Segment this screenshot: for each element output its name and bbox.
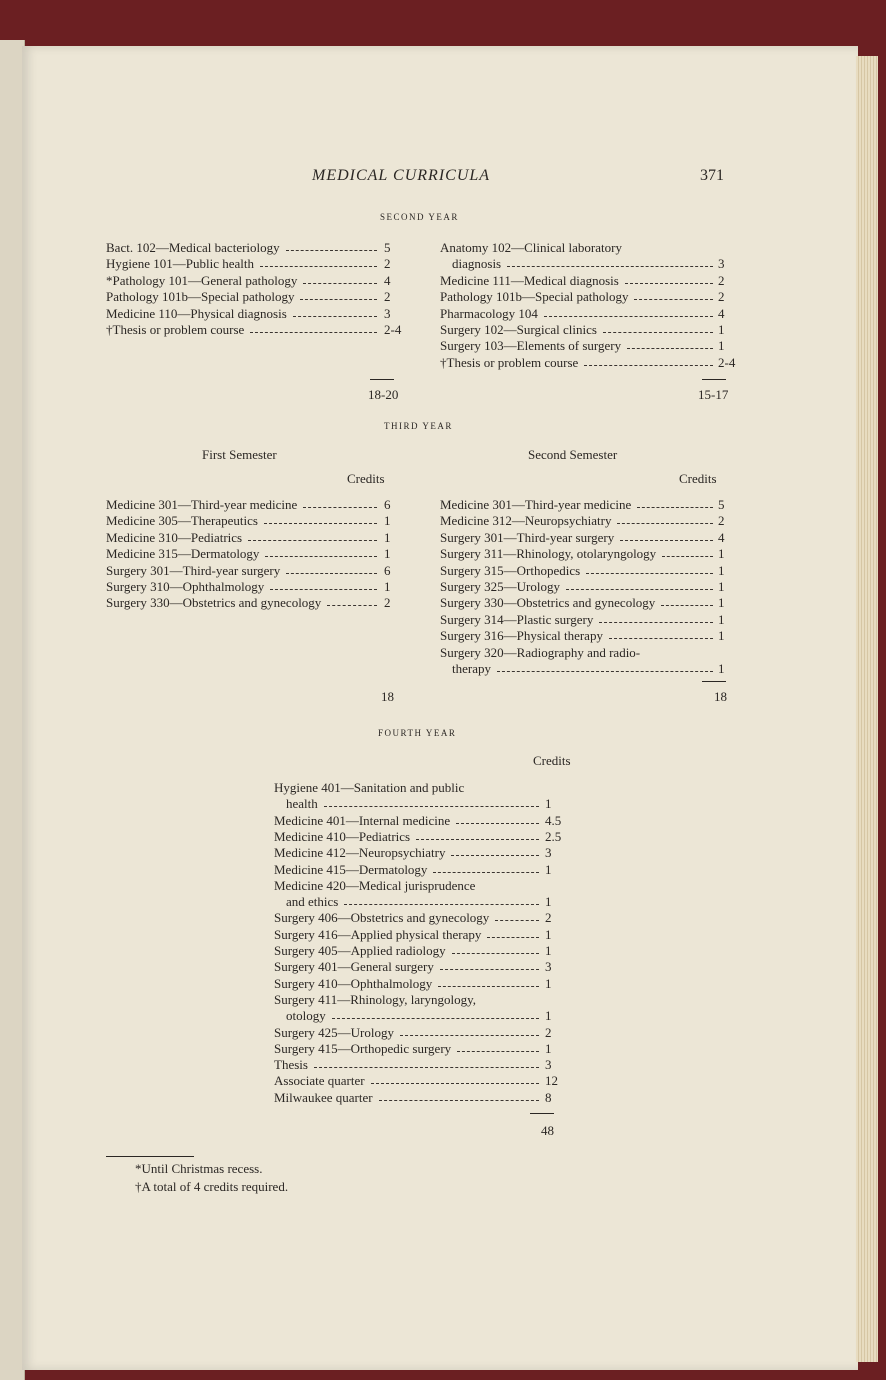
course-label: Thesis [274,1057,308,1073]
course-label: Medicine 415—Dermatology [274,861,428,877]
dot-leader [440,969,539,970]
dot-leader [324,806,539,807]
course-label: Medicine 315—Dermatology [106,546,260,562]
course-credits: 3 [718,256,725,272]
course-label: Pathology 101b—Special pathology [106,289,295,305]
dot-leader [609,638,713,639]
dot-leader [451,855,539,856]
dot-leader [438,986,539,987]
course-credits: 2-4 [384,322,402,337]
course-credits: 2 [384,595,391,611]
course-label: Medicine 312—Neuropsychiatry [440,513,612,529]
dot-leader [270,589,377,590]
course-credits: 2 [545,910,552,926]
course-credits: 4 [718,305,725,321]
course-label: Medicine 410—Pediatrics [274,828,411,844]
dot-leader [293,316,377,317]
third-year-heading: THIRD YEAR [384,421,453,431]
dot-leader [265,556,377,557]
course-credits: 1 [384,579,391,594]
dot-leader [344,904,539,905]
dot-leader [627,348,713,349]
dot-leader [250,332,377,333]
course-credits: 1 [718,322,725,337]
course-label: Surgery 415—Orthopedic surgery [274,1040,452,1056]
footnote-rule [106,1156,194,1157]
fourth-year-heading: FOURTH YEAR [378,728,457,738]
course-credits: 1 [545,861,552,877]
course-credits: 4 [718,529,725,545]
third-year-right-total: 18 [714,689,727,704]
dot-leader [507,266,713,267]
course-credits: 1 [718,338,725,354]
course-label: Medicine 301—Third-year medicine [440,497,632,512]
course-credits: 3 [545,845,552,861]
course-label: Surgery 416—Applied physical therapy [274,926,482,942]
dot-leader [332,1018,539,1019]
course-label: Surgery 330—Obstetrics and gynecology [106,595,322,611]
dot-leader [634,299,713,300]
course-label: Medicine 420—Medical jurisprudence [274,877,476,893]
course-label: †Thesis or problem course [440,354,579,370]
fourth-year-rule [530,1113,554,1114]
footnote-1: *Until Christmas recess. [135,1161,263,1176]
course-credits: 3 [545,1057,552,1073]
course-credits: 1 [545,796,552,812]
course-label: Surgery 405—Applied radiology [274,943,446,958]
course-credits: 8 [545,1089,552,1105]
course-label: *Pathology 101—General pathology [106,272,298,288]
dot-leader [433,872,539,873]
course-label: Medicine 110—Physical diagnosis [106,305,287,321]
second-year-left-total: 18-20 [368,387,399,402]
dot-leader [662,556,713,557]
course-label: Surgery 410—Ophthalmology [274,975,433,991]
course-credits: 1 [545,975,552,991]
course-credits: 2 [384,289,391,305]
course-label: Anatomy 102—Clinical laboratory [440,240,622,255]
dot-leader [456,823,539,824]
dot-leader [487,937,539,938]
course-credits: 2.5 [545,828,562,844]
course-credits: 3 [545,959,552,975]
course-label: Surgery 316—Physical therapy [440,628,603,644]
second-semester-heading: Second Semester [528,447,618,462]
course-label: Associate quarter [274,1073,365,1089]
third-year-left-credits-heading: Credits [347,471,385,486]
dot-leader [286,250,377,251]
course-label-continued: otology [286,1008,326,1024]
third-year-left-total: 18 [381,689,394,704]
dot-leader [452,953,539,954]
course-credits: 4.5 [545,812,562,828]
course-credits: 1 [718,595,725,611]
course-credits: 4 [384,272,391,288]
dot-leader [303,507,377,508]
course-credits: 1 [545,926,552,942]
fourth-year-credits-heading: Credits [533,753,571,768]
course-credits: 1 [545,943,552,958]
third-year-right-rule [702,681,726,682]
course-label: Medicine 310—Pediatrics [106,529,243,545]
course-label: Surgery 315—Orthopedics [440,562,581,578]
course-credits: 1 [718,661,725,676]
dot-leader [495,920,539,921]
course-label: Surgery 411—Rhinology, laryngology, [274,991,476,1007]
course-credits: 1 [718,546,725,562]
course-credits: 5 [384,240,391,255]
course-credits: 2 [384,256,391,272]
dot-leader [286,573,377,574]
course-credits: 6 [384,497,391,512]
course-label: Surgery 102—Surgical clinics [440,322,597,337]
course-label: Medicine 412—Neuropsychiatry [274,845,446,861]
course-credits: 2 [718,289,725,305]
course-label: Surgery 103—Elements of surgery [440,338,622,354]
dot-leader [457,1051,539,1052]
course-credits: 1 [545,894,552,910]
second-year-right-total: 15-17 [698,387,729,402]
course-credits: 2 [718,272,725,288]
course-label: Surgery 314—Plastic surgery [440,611,594,627]
course-label: Medicine 111—Medical diagnosis [440,272,619,288]
dot-leader [544,316,713,317]
dot-leader [303,283,377,284]
footnote-2: †A total of 4 credits required. [135,1179,289,1194]
dot-leader [264,523,377,524]
course-label: Surgery 301—Third-year surgery [106,562,281,578]
course-credits: 1 [718,611,725,627]
course-label: Surgery 330—Obstetrics and gynecology [440,595,656,611]
dot-leader [300,299,377,300]
course-label: Medicine 401—Internal medicine [274,812,451,828]
course-credits: 1 [718,579,725,594]
dot-leader [327,605,377,606]
course-label: Medicine 305—Therapeutics [106,513,258,529]
second-year-heading: SECOND YEAR [380,212,459,222]
dot-leader [416,839,539,840]
dot-leader [584,365,713,366]
course-credits: 1 [384,513,391,529]
dot-leader [314,1067,539,1068]
course-label: Surgery 401—General surgery [274,959,434,975]
dot-leader [371,1083,539,1084]
course-credits: 1 [718,562,725,578]
course-label: Pharmacology 104 [440,305,538,321]
page-number: 371 [700,167,724,184]
dot-leader [379,1100,539,1101]
dot-leader [637,507,713,508]
running-head: MEDICAL CURRICULA [312,167,491,184]
course-credits: 5 [718,497,725,512]
dot-leader [661,605,713,606]
course-label: Bact. 102—Medical bacteriology [106,240,280,255]
course-credits: 1 [545,1040,552,1056]
dot-leader [566,589,713,590]
second-year-right-rule [702,379,726,380]
course-credits: 1 [384,529,391,545]
second-year-left-rule [370,379,394,380]
course-label: Surgery 406—Obstetrics and gynecology [274,910,490,926]
course-credits: 3 [384,305,391,321]
course-label: Pathology 101b—Special pathology [440,289,629,305]
course-label-continued: health [286,796,318,812]
course-label: Hygiene 101—Public health [106,256,255,272]
course-credits: 6 [384,562,391,578]
course-label-continued: and ethics [286,894,339,910]
dot-leader [599,622,713,623]
course-credits: 12 [545,1073,558,1089]
course-credits: 2 [545,1024,552,1040]
dot-leader [248,540,377,541]
course-label: Surgery 425—Urology [274,1024,395,1040]
course-credits: 1 [545,1008,552,1024]
dot-leader [497,671,713,672]
first-semester-heading: First Semester [202,447,277,462]
course-credits: 2-4 [718,354,736,370]
dot-leader [400,1035,539,1036]
fourth-year-total: 48 [541,1123,554,1138]
course-label: Surgery 311—Rhinology, otolaryngology [440,546,657,562]
course-credits: 1 [718,628,725,644]
course-label: Milwaukee quarter [274,1089,373,1105]
dot-leader [620,540,713,541]
course-credits: 1 [384,546,391,562]
course-label: Hygiene 401—Sanitation and public [274,780,465,795]
course-label: Surgery 310—Ophthalmology [106,579,265,594]
dot-leader [617,523,713,524]
dot-leader [625,283,713,284]
dot-leader [260,266,377,267]
dot-leader [603,332,713,333]
page-block-edge [856,56,878,1362]
dot-leader [586,573,713,574]
course-label: Surgery 301—Third-year surgery [440,529,615,545]
course-label-continued: diagnosis [452,256,502,272]
course-label-continued: therapy [452,661,491,676]
course-label: †Thesis or problem course [106,322,245,337]
third-year-right-credits-heading: Credits [679,471,717,486]
course-credits: 2 [718,513,725,529]
course-label: Surgery 320—Radiography and radio- [440,644,641,660]
course-label: Surgery 325—Urology [440,579,561,594]
course-label: Medicine 301—Third-year medicine [106,497,298,512]
